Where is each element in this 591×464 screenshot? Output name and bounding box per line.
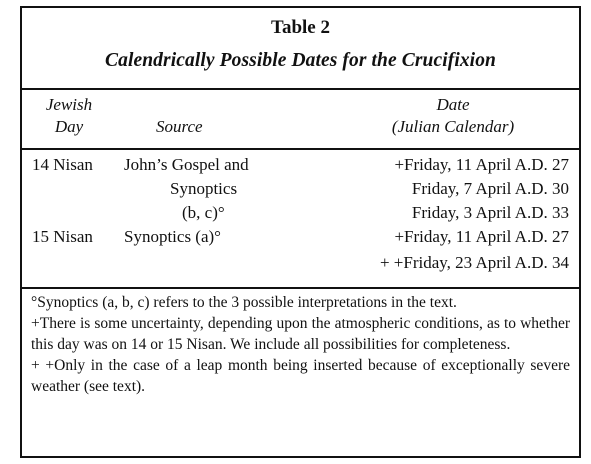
- table-row-day: 14 Nisan: [32, 155, 93, 174]
- table-frame: [20, 6, 581, 458]
- footnote-leap-month: + +Only in the case of a leap month being inserted because of exceptionally severe weather (see text).: [31, 357, 570, 395]
- table-row-source: (b, c)°: [182, 203, 225, 222]
- table-title: Table 2: [271, 17, 330, 38]
- table-row-date: Friday, 3 April A.D. 33: [411, 203, 569, 222]
- table-row-date: +Friday, 11 April A.D. 27: [394, 155, 569, 174]
- table-notes: [31, 292, 570, 397]
- column-header-date-line2: (Julian Calendar): [391, 117, 515, 136]
- header-top-rule: [22, 88, 579, 90]
- table-row-day: 15 Nisan: [32, 227, 93, 246]
- table-subtitle: Calendrically Possible Dates for the Crucifixion: [104, 50, 496, 71]
- column-header-jewish-day: [34, 94, 104, 138]
- footnote-uncertainty: +There is some uncertainty, depending upon the atmospheric conditions, as to whether this day was on 14 or 15 Nisan. We include all possibilities for completeness.: [31, 315, 570, 353]
- column-header-date: [342, 94, 564, 138]
- table-row-date: Friday, 7 April A.D. 30: [411, 179, 569, 198]
- column-header-jewish-day-line1: Jewish: [45, 95, 93, 114]
- table-row-source: Synoptics (a)°: [124, 227, 221, 246]
- table-row-source: John’s Gospel and: [124, 155, 249, 174]
- column-header-source: Source: [156, 117, 203, 136]
- table-row-source: Synoptics: [170, 179, 238, 198]
- column-header-date-line1: Date: [436, 95, 470, 114]
- footnote-synoptics: °Synoptics (a, b, c) refers to the 3 possible interpretations in the text.: [31, 294, 457, 311]
- column-header-jewish-day-line2: Day: [54, 117, 84, 136]
- notes-top-rule: [22, 287, 579, 289]
- table-row-date: + +Friday, 23 April A.D. 34: [379, 253, 569, 272]
- table-row-date: +Friday, 11 April A.D. 27: [394, 227, 569, 246]
- header-bottom-rule: [22, 148, 579, 150]
